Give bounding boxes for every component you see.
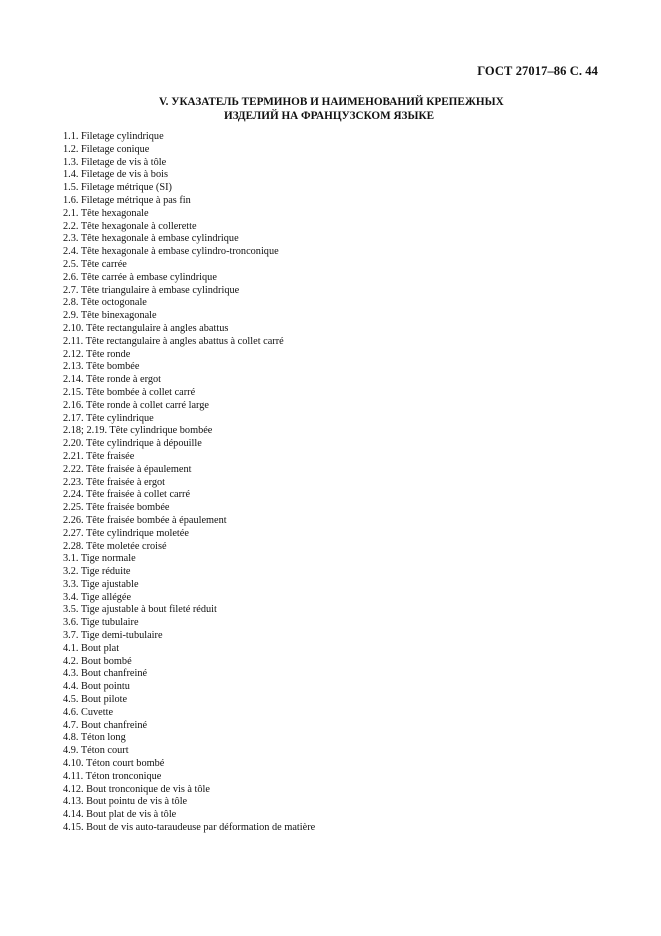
term-item: 2.12. Tête ronde (63, 348, 131, 360)
term-item: 2.14. Tête ronde à ergot (63, 374, 161, 386)
term-item: 2.6. Tête carrée à embase cylindrique (63, 271, 217, 283)
term-item: 4.13. Bout pointu de vis à tôle (63, 796, 188, 808)
term-item: 4.5. Bout pilote (63, 694, 128, 706)
term-item: 1.4. Filetage de vis à bois (63, 169, 168, 181)
term-item: 3.3. Tige ajustable (63, 578, 139, 590)
term-item: 2.8. Tête octogonale (63, 297, 147, 309)
term-item: 4.1. Bout plat (63, 642, 120, 654)
term-item: 2.5. Tête carrée (63, 258, 127, 270)
term-item: 2.2. Tête hexagonale à collerette (63, 220, 197, 232)
term-item: 2.16. Tête ronde à collet carré large (63, 399, 209, 411)
page-header: ГОСТ 27017–86 С. 44 (477, 64, 598, 78)
term-item: 4.9. Téton court (63, 745, 129, 757)
section-title (0, 95, 661, 123)
term-item: 3.4. Tige allégée (63, 591, 132, 603)
term-item: 2.28. Tête moletée croisé (63, 540, 167, 552)
term-item: 2.26. Tête fraisée bombée à épaulement (63, 514, 227, 526)
term-item: 1.5. Filetage métrique (SI) (63, 182, 172, 194)
term-item: 1.2. Filetage conique (63, 143, 150, 155)
term-item: 2.25. Tête fraisée bombée (63, 502, 170, 514)
term-item: 2.4. Tête hexagonale à embase cylindro-tronconique (63, 246, 279, 258)
term-item: 4.11. Téton tronconique (63, 770, 162, 782)
term-item: 4.7. Bout chanfreiné (63, 719, 148, 731)
term-item: 2.11. Tête rectangulaire à angles abattus à collet carré (63, 335, 284, 347)
term-item: 1.3. Filetage de vis à tôle (63, 156, 167, 168)
term-item: 2.3. Tête hexagonale à embase cylindrique (63, 233, 239, 245)
term-item: 2.24. Tête fraisée à collet carré (63, 489, 191, 501)
section-title-line-2: ИЗДЕЛИЙ НА ФРАНЦУЗСКОМ ЯЗЫКЕ (224, 110, 435, 122)
term-item: 4.15. Bout de vis auto-taraudeuse par déformation de matière (63, 822, 316, 834)
term-item: 1.6. Filetage métrique à pas fin (63, 194, 191, 206)
term-item: 4.3. Bout chanfreiné (63, 668, 148, 680)
term-item: 2.27. Tête cylindrique moletée (63, 527, 189, 539)
term-item: 2.7. Tête triangulaire à embase cylindrique (63, 284, 240, 296)
term-item: 2.17. Tête cylindrique (63, 412, 154, 424)
term-item: 2.1. Tête hexagonale (63, 207, 149, 219)
term-item: 1.1. Filetage cylindrique (63, 131, 164, 142)
term-item: 4.4. Bout pointu (63, 681, 130, 693)
term-item: 4.14. Bout plat de vis à tôle (63, 809, 177, 821)
term-item: 2.23. Tête fraisée à ergot (63, 476, 165, 488)
term-item: 2.22. Tête fraisée à épaulement (63, 463, 192, 475)
term-item: 3.6. Tige tubulaire (63, 617, 139, 629)
term-item: 4.8. Téton long (63, 732, 126, 744)
term-item: 2.20. Tête cylindrique à dépouille (63, 438, 202, 450)
term-item: 2.18; 2.19. Tête cylindrique bombée (63, 425, 213, 437)
term-item: 2.10. Tête rectangulaire à angles abattus (63, 322, 229, 334)
term-item: 4.6. Cuvette (63, 706, 114, 718)
term-item: 3.1. Tige normale (63, 553, 136, 565)
term-item: 2.21. Tête fraisée (63, 450, 135, 462)
term-item: 3.5. Tige ajustable à bout fileté réduit (63, 604, 217, 616)
terms-list (63, 131, 315, 835)
term-item: 4.2. Bout bombé (63, 655, 132, 667)
term-item: 2.9. Tête binexagonale (63, 310, 157, 322)
term-item: 3.7. Tige demi-tubulaire (63, 630, 163, 642)
term-item: 4.10. Téton court bombé (63, 758, 165, 770)
term-item: 2.15. Tête bombée à collet carré (63, 386, 196, 398)
section-title-line-1: V. УКАЗАТЕЛЬ ТЕРМИНОВ И НАИМЕНОВАНИЙ КРЕПЕЖНЫХ (159, 96, 504, 108)
term-item: 3.2. Tige réduite (63, 566, 131, 578)
term-item: 4.12. Bout tronconique de vis à tôle (63, 783, 210, 795)
term-item: 2.13. Tête bombée (63, 361, 140, 373)
